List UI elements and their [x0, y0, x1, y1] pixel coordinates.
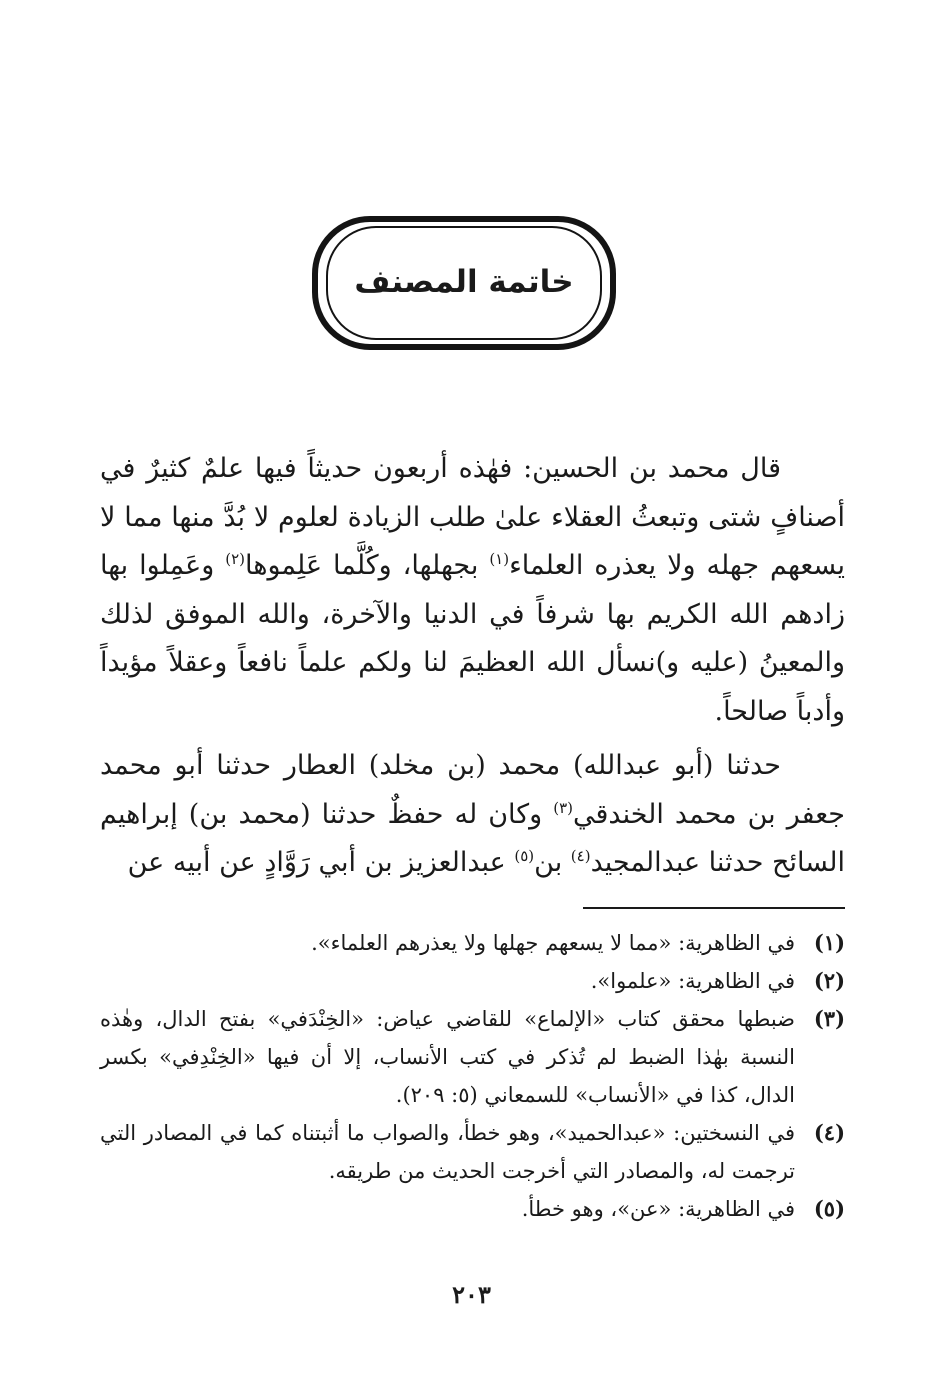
isnad-paragraph	[100, 742, 845, 888]
chapter-title-frame	[312, 216, 616, 350]
footnote-ref-4: (٤)	[570, 847, 591, 865]
footnote-number: (٢)	[813, 968, 845, 993]
footnote-text: في الظاهرية: «علموا».	[590, 969, 795, 993]
closing-paragraph	[100, 445, 845, 736]
paragraph-text: قال محمد بن الحسين: فهٰذه أربعون حديثاً فيها علمٌ كثيرٌ في أصنافٍ شتى وتبعثُ العقلاء علىٰ طلب الزيادة لعلوم لا بُدَّ منها مما لا يسعهم جهله ولا يعذره العلماء	[100, 453, 846, 581]
footnote-number: (٥)	[813, 1196, 845, 1221]
footnote-text: ضبطها محقق كتاب «الإلماع» للقاضي عياض: «الخِنْدَفي» بفتح الدال، وهٰذه النسبة بهٰذا الضبط لم تُذكر في كتب الأنساب، إلا أن فيها «الخِنْدِفي» بكسر الدال، كذا في «الأنساب» للسمعاني (٥: ٢٠٩).	[100, 1007, 795, 1107]
footnote-separator	[583, 907, 845, 909]
footnote-text: في الظاهرية: «مما لا يسعهم جهلها ولا يعذرهم العلماء».	[311, 931, 795, 955]
paragraph-text: وعَمِلوا بها زادهم الله الكريم بها شرفاً في الدنيا والآخرة، والله الموفق لذلك والمعينُ (عليه و)نسأل الله العظيمَ لنا ولكم علماً نافعاً وعقلاً مؤيداً وأدباً صالحاً.	[100, 550, 845, 727]
footnotes-list	[100, 924, 845, 1228]
footnote-ref-1: (١)	[489, 550, 510, 568]
footnote-ref-5: (٥)	[514, 847, 535, 865]
footnote-number: (٤)	[813, 1120, 845, 1145]
paragraph-text: حدثنا (أبو عبدالله) محمد (بن مخلد) العطار حدثنا أبو محمد جعفر بن محمد الخندقي	[100, 750, 845, 830]
footnote-item	[100, 1000, 845, 1114]
footnote-number: (٣)	[813, 1006, 845, 1031]
paragraph-text: وكان له حفظٌ حدثنا (محمد بن) إبراهيم السائح حدثنا عبدالمجيد	[100, 798, 845, 878]
footnote-item	[100, 1190, 845, 1228]
paragraph-text: بن	[534, 847, 571, 878]
footnote-number: (١)	[813, 930, 845, 955]
paragraph-text: بجهلها، وكُلَّما عَلِموها	[245, 550, 490, 581]
page-number: ٢٠٣	[452, 1280, 491, 1309]
footnote-ref-2: (٢)	[225, 550, 246, 568]
footnote-text: في الظاهرية: «عن»، وهو خطأ.	[521, 1197, 795, 1221]
footnote-text: في النسختين: «عبدالحميد»، وهو خطأ، والصواب ما أثبتناه كما في المصادر التي ترجمت له، والمصادر التي أخرجت الحديث من طريقه.	[100, 1121, 795, 1183]
footnote-item	[100, 962, 845, 1000]
chapter-title: خاتمة المصنف	[354, 264, 574, 300]
footnote-item	[100, 1114, 845, 1190]
footnote-item	[100, 924, 845, 962]
footnote-ref-3: (٣)	[553, 798, 573, 817]
paragraph-text: عبدالعزيز بن أبي رَوَّادٍ عن أبيه عن	[127, 847, 515, 878]
